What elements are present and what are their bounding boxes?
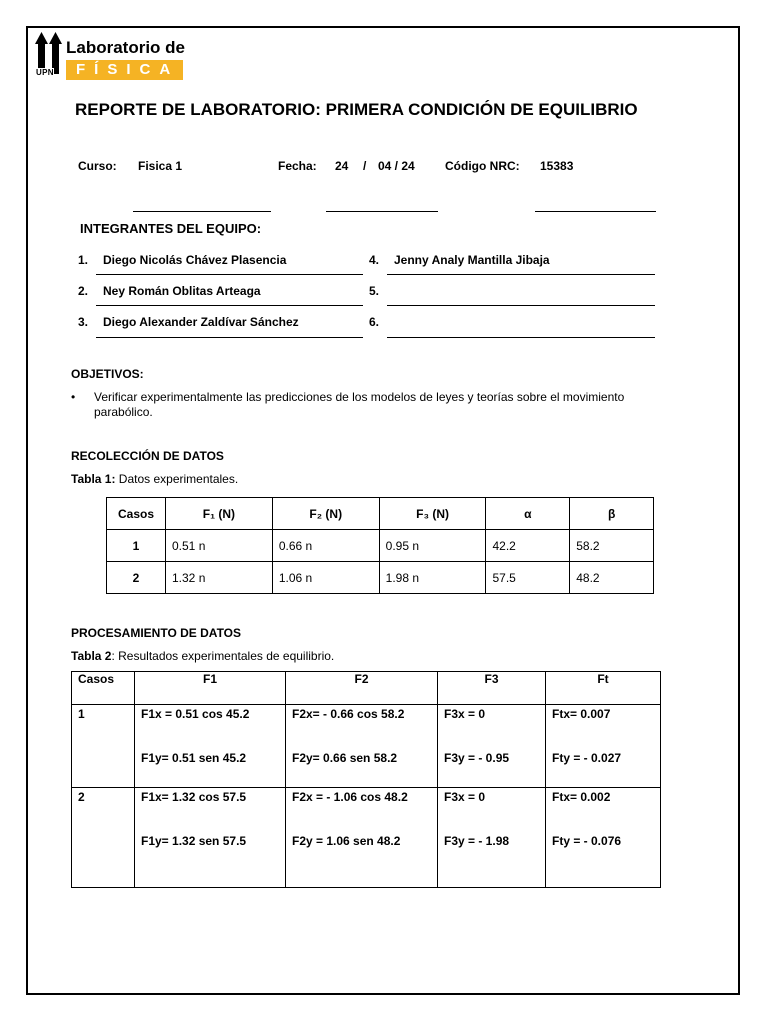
- member-line: [96, 305, 363, 306]
- table-equilibrium-results: [71, 671, 661, 888]
- table-row: [107, 530, 654, 562]
- logo-subtitle: FÍSICA: [66, 60, 183, 80]
- team-heading: INTEGRANTES DEL EQUIPO:: [80, 221, 262, 236]
- table-cell: [286, 788, 438, 888]
- fecha-day: 24: [335, 159, 349, 173]
- column-header: F1: [135, 672, 286, 705]
- objective-text: Verificar experimentalmente las predicciones de los modelos de leyes y teorías sobre el movimiento parabólico.: [94, 390, 625, 419]
- table-cell: [286, 705, 438, 788]
- column-header: F₁ (N): [166, 498, 273, 530]
- formula: F1y= 1.32 sen 57.5: [141, 834, 247, 848]
- column-header: F₃ (N): [379, 498, 486, 530]
- formula: F3y = - 0.95: [444, 751, 510, 765]
- table-cell: 57.5: [486, 562, 570, 594]
- curso-underline: [133, 211, 271, 212]
- table-cell: [438, 705, 546, 788]
- fecha-label: Fecha:: [278, 159, 317, 173]
- table-header-row: [107, 498, 654, 530]
- member-name: Diego Nicolás Chávez Plasencia: [103, 253, 287, 267]
- processing-heading: PROCESAMIENTO DE DATOS: [71, 626, 242, 640]
- member-line: [387, 305, 655, 306]
- formula: F2y= 0.66 sen 58.2: [292, 751, 398, 765]
- table-cell: 58.2: [570, 530, 654, 562]
- logo-upn-text: UPN: [36, 68, 54, 77]
- column-header: Casos: [107, 498, 166, 530]
- member-number: 4.: [369, 253, 380, 267]
- member-name: Ney Román Oblitas Arteaga: [103, 284, 261, 298]
- formula: Ftx= 0.002: [552, 790, 611, 804]
- formula: F3x = 0: [444, 790, 486, 804]
- member-number: 2.: [78, 284, 89, 298]
- fecha-month-year: 04 / 24: [378, 159, 415, 173]
- fecha-underline: [326, 211, 438, 212]
- formula: F2y = 1.06 sen 48.2: [292, 834, 401, 848]
- table-row: [107, 562, 654, 594]
- table1-caption-text: Datos experimentales.: [115, 472, 239, 486]
- case-number: 2: [78, 790, 85, 804]
- table2-caption-label: Tabla 2: [71, 649, 112, 663]
- page-title: REPORTE DE LABORATORIO: PRIMERA CONDICIÓN DE EQUILIBRIO: [75, 100, 638, 119]
- column-header: Ft: [546, 672, 661, 705]
- table1-caption-label: Tabla 1:: [71, 472, 116, 486]
- column-header: F3: [438, 672, 546, 705]
- table2-caption-text: : Resultados experimentales de equilibrio.: [111, 649, 335, 663]
- table-cell: [135, 705, 286, 788]
- data-collection-heading: RECOLECCIÓN DE DATOS: [71, 449, 224, 463]
- table-cell: [546, 788, 661, 888]
- curso-value: Fisica 1: [138, 159, 183, 173]
- formula: Ftx= 0.007: [552, 707, 611, 721]
- column-header: F2: [286, 672, 438, 705]
- table-cell: 48.2: [570, 562, 654, 594]
- table-cell: 42.2: [486, 530, 570, 562]
- member-number: 3.: [78, 315, 89, 329]
- table-row: [72, 788, 661, 888]
- column-header: F₂ (N): [272, 498, 379, 530]
- table-cell: 0.95 n: [379, 530, 486, 562]
- case-number: 1: [78, 707, 85, 721]
- formula: F1x= 1.32 cos 57.5: [141, 790, 247, 804]
- table-experimental-data: [106, 497, 654, 594]
- table-cell: 1: [107, 530, 166, 562]
- table-row: [72, 705, 661, 788]
- curso-label: Curso:: [78, 159, 117, 173]
- formula: F1y= 0.51 sen 45.2: [141, 751, 247, 765]
- table-header-row: [72, 672, 661, 705]
- member-number: 5.: [369, 284, 380, 298]
- formula: F2x = - 1.06 cos 48.2: [292, 790, 408, 804]
- member-line: [387, 274, 655, 275]
- formula: Fty = - 0.076: [552, 834, 622, 848]
- table-cell: 1.98 n: [379, 562, 486, 594]
- column-header: Casos: [72, 672, 135, 705]
- formula: F3x = 0: [444, 707, 486, 721]
- table-cell: [546, 705, 661, 788]
- objectives-heading: OBJETIVOS:: [71, 367, 144, 381]
- nrc-value: 15383: [540, 159, 574, 173]
- nrc-label: Código NRC:: [445, 159, 520, 173]
- member-line: [387, 337, 655, 338]
- member-name: Diego Alexander Zaldívar Sánchez: [103, 315, 299, 329]
- column-header: β: [570, 498, 654, 530]
- member-name: Jenny Analy Mantilla Jibaja: [394, 253, 550, 267]
- table1-caption: [71, 472, 238, 486]
- member-number: 6.: [369, 315, 380, 329]
- formula: F3y = - 1.98: [444, 834, 510, 848]
- formula: F2x= - 0.66 cos 58.2: [292, 707, 405, 721]
- column-header: α: [486, 498, 570, 530]
- member-line: [96, 274, 363, 275]
- table-cell: [438, 788, 546, 888]
- formula: F1x = 0.51 cos 45.2: [141, 707, 250, 721]
- nrc-underline: [535, 211, 656, 212]
- bullet-icon: •: [71, 390, 76, 404]
- table-cell: 1.06 n: [272, 562, 379, 594]
- logo-title: Laboratorio de: [66, 38, 186, 57]
- member-number: 1.: [78, 253, 89, 267]
- member-line: [96, 337, 363, 338]
- table-cell: [135, 788, 286, 888]
- fecha-separator: /: [363, 159, 367, 173]
- table-cell: [72, 705, 135, 788]
- table-cell: 0.51 n: [166, 530, 273, 562]
- table-cell: 0.66 n: [272, 530, 379, 562]
- table2-caption: [71, 649, 334, 663]
- table-cell: [72, 788, 135, 888]
- formula: Fty = - 0.027: [552, 751, 622, 765]
- table-cell: 1.32 n: [166, 562, 273, 594]
- table-cell: 2: [107, 562, 166, 594]
